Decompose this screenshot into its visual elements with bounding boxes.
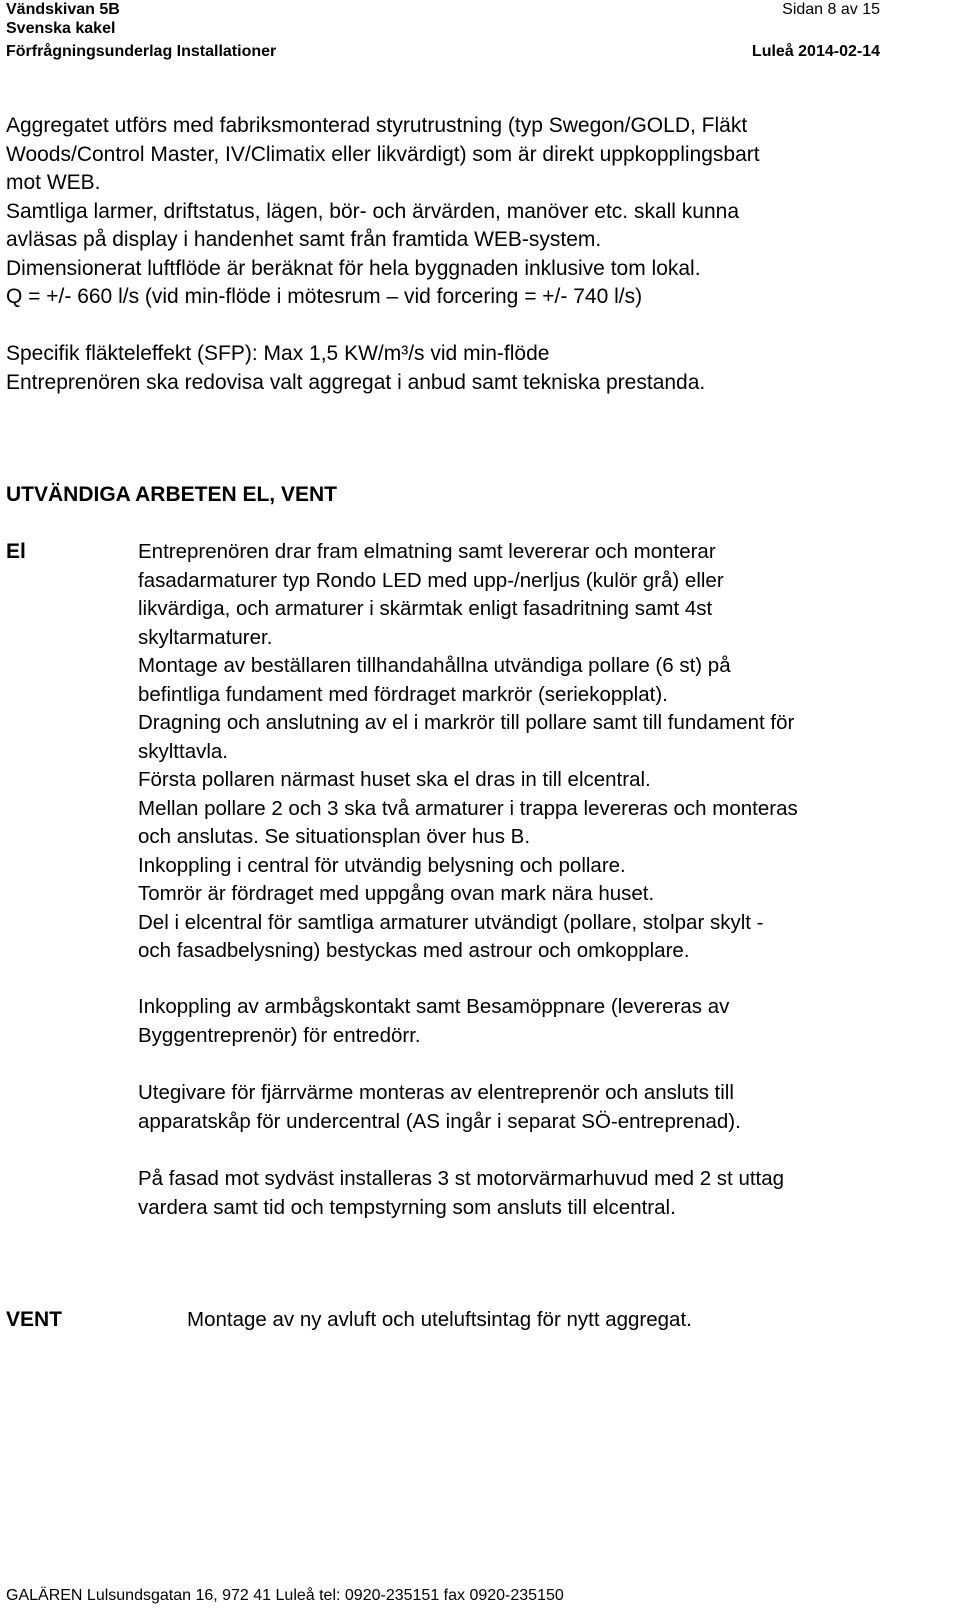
- subject-name: Svenska kakel: [6, 20, 116, 37]
- text-line: Dragning och anslutning av el i markrör till pollare samt till fundament för: [138, 711, 795, 734]
- text-line: mot WEB.: [6, 171, 101, 194]
- text-line: Del i elcentral för samtliga armaturer utvändigt (pollare, stolpar skylt -: [138, 910, 764, 934]
- text-line: Entreprenören ska redovisa valt aggregat i anbud samt tekniska prestanda.: [6, 370, 706, 394]
- text-line: fasadarmaturer typ Rondo LED med upp-/nerljus (kulör grå) eller: [138, 568, 724, 592]
- text-line: Utegivare för fjärrvärme monteras av elentreprenör och ansluts till: [138, 1081, 734, 1104]
- vent-text: [187, 1306, 947, 1335]
- text-line: Q = +/- 660 l/s (vid min-flöde i mötesrum – vid forcering = +/- 740 l/s): [6, 285, 643, 308]
- text-line: likvärdiga, och armaturer i skärmtak enligt fasadritning samt 4st: [138, 597, 713, 620]
- place-date: Luleå 2014-02-14: [751, 43, 880, 60]
- text-line: Specifik fläkteleffekt (SFP): Max 1,5 KW/m³/s vid min-flöde: [6, 342, 550, 365]
- text-line: och anslutas. Se situationsplan över hus B.: [138, 825, 531, 848]
- el-label: El: [6, 540, 26, 563]
- document-title: Förfrågningsunderlag Installationer: [6, 43, 277, 60]
- intro-paragraph: [6, 112, 956, 312]
- el-block-motorvarmare: [138, 1165, 953, 1222]
- el-block-utegivare: [138, 1079, 953, 1136]
- text-line: apparatskåp för undercentral (AS ingår i separat SÖ-entreprenad).: [138, 1109, 741, 1133]
- text-line: och fasadbelysning) bestyckas med astrour och omkopplare.: [138, 939, 690, 962]
- page-number: Sidan 8 av 15: [782, 1, 880, 18]
- text-line: befintliga fundament med fördraget markrör (seriekopplat).: [138, 682, 668, 706]
- el-block-armbag: [138, 993, 953, 1050]
- vent-label: VENT: [6, 1308, 63, 1331]
- text-line: Entreprenören drar fram elmatning samt levererar och monterar: [138, 540, 716, 563]
- text-line: På fasad mot sydväst installeras 3 st motorvärmarhuvud med 2 st uttag: [138, 1167, 785, 1190]
- text-line: Montage av beställaren tillhandahållna utvändiga pollare (6 st) på: [138, 654, 731, 677]
- text-line: Woods/Control Master, IV/Climatix eller likvärdigt) som är direkt uppkopplingsbart: [6, 142, 760, 166]
- text-line: Första pollaren närmast huset ska el dras in till elcentral.: [138, 768, 651, 791]
- project-name: Vändskivan 5B: [6, 1, 120, 18]
- text-line: avläsas på display i handenhet samt från framtida WEB-system.: [6, 228, 602, 251]
- text-line: Inkoppling av armbågskontakt samt Besamöppnare (levereras av: [138, 995, 730, 1018]
- text-line: Tomrör är fördraget med uppgång ovan mark nära huset.: [138, 882, 655, 905]
- el-block-installation: [138, 538, 953, 966]
- sfp-paragraph: [6, 340, 956, 397]
- text-line: Byggentreprenör) för entredörr.: [138, 1023, 421, 1047]
- text-line: Inkoppling i central för utvändig belysning och pollare.: [138, 853, 626, 877]
- text-line: Aggregatet utförs med fabriksmonterad styrutrustning (typ Swegon/GOLD, Fläkt: [6, 114, 748, 137]
- text-line: skyltarmaturer.: [138, 625, 273, 649]
- text-line: vardera samt tid och tempstyrning som ansluts till elcentral.: [138, 1195, 676, 1219]
- section-heading: UTVÄNDIGA ARBETEN EL, VENT: [6, 483, 337, 506]
- text-line: Mellan pollare 2 och 3 ska två armaturer i trappa levereras och monteras: [138, 796, 798, 820]
- footer-address: GALÄREN Lulsundsgatan 16, 972 41 Luleå tel: 0920-235151 fax 0920-235150: [6, 1587, 564, 1604]
- text-line: skylttavla.: [138, 739, 228, 763]
- text-line: Dimensionerat luftflöde är beräknat för hela byggnaden inklusive tom lokal.: [6, 256, 701, 280]
- text-line: Montage av ny avluft och uteluftsintag för nytt aggregat.: [187, 1308, 692, 1331]
- text-line: Samtliga larmer, driftstatus, lägen, bör- och ärvärden, manöver etc. skall kunna: [6, 199, 740, 223]
